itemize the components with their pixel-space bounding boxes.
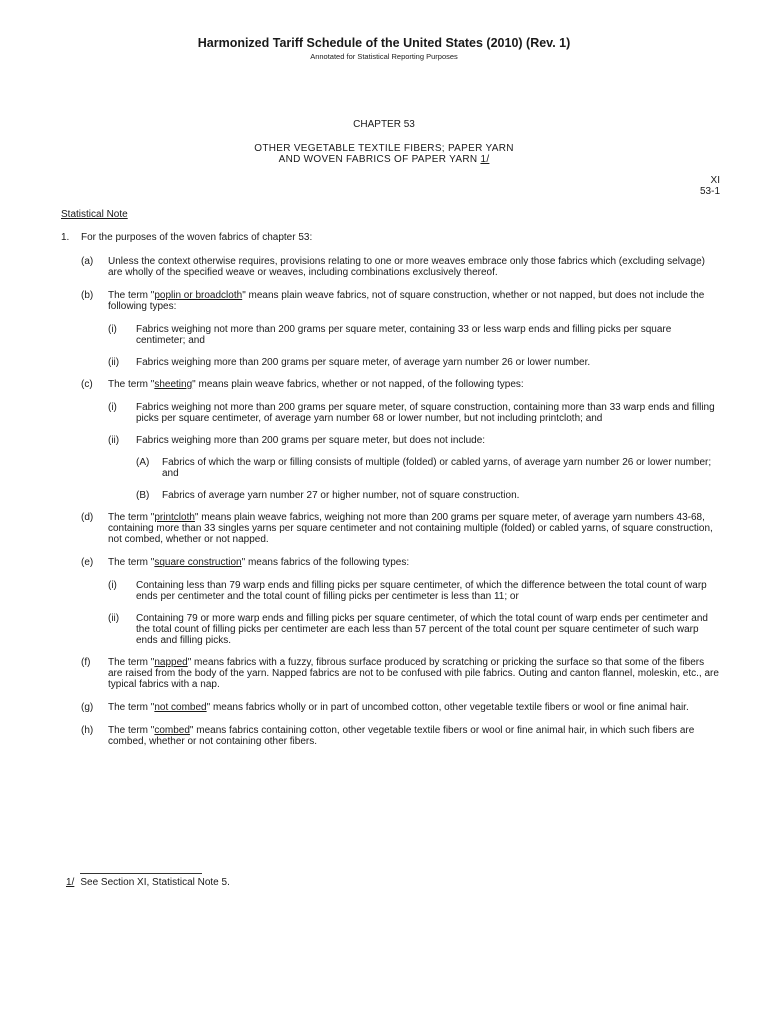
clause-text-post: " means plain weave fabrics, whether or not napped, of the following types: bbox=[192, 379, 524, 390]
clause-text-pre: The term " bbox=[108, 379, 155, 390]
clause-label: (d) bbox=[81, 512, 94, 523]
clause-label: (h) bbox=[81, 725, 94, 736]
footnote-mark: 1/ bbox=[66, 877, 75, 888]
defined-term: not combed bbox=[154, 702, 207, 713]
subclause-label: (ii) bbox=[108, 357, 120, 368]
clause-h bbox=[81, 725, 721, 747]
footnote bbox=[66, 877, 230, 888]
chapter-header bbox=[0, 119, 768, 165]
note-1-text: For the purposes of the woven fabrics of chapter 53: bbox=[81, 232, 313, 243]
subclause-label: (i) bbox=[108, 324, 117, 335]
subclause-label: (ii) bbox=[108, 613, 120, 624]
subclause-label: (A) bbox=[136, 457, 150, 468]
clause-text-pre: The term " bbox=[108, 702, 155, 713]
clause-label: (a) bbox=[81, 256, 94, 267]
subclause-b-ii bbox=[108, 357, 721, 368]
document-title: Harmonized Tariff Schedule of the United States (2010) (Rev. 1) bbox=[197, 36, 571, 50]
subclause-b-i bbox=[108, 324, 721, 346]
clause-text-post: " means fabrics wholly or in part of uncombed cotton, other vegetable textile fibers or wool or fine animal hair. bbox=[206, 702, 689, 713]
clause-text-post: " means plain weave fabrics, weighing not more than 200 grams per square meter, of average yarn numbers 43-68, containing more than 33 singles yarns per square centimeter and not containing multiple (folded) or cabled yarns, of square construction, not combed, whether or not napped. bbox=[108, 512, 713, 545]
subclause-e-ii bbox=[108, 613, 721, 646]
footnote-text: See Section XI, Statistical Note 5. bbox=[80, 877, 230, 888]
clause-text bbox=[108, 557, 721, 568]
clause-text-pre: The term " bbox=[108, 512, 155, 523]
clause-label: (b) bbox=[81, 290, 94, 301]
defined-term: printcloth bbox=[154, 512, 195, 523]
clause-g bbox=[81, 702, 721, 713]
subclause-text: Fabrics weighing more than 200 grams per square meter, of average yarn number 26 or lower number. bbox=[136, 357, 591, 368]
subclause-c-ii bbox=[108, 435, 721, 446]
clause-a bbox=[81, 256, 721, 278]
subclause-c-ii-A bbox=[136, 457, 721, 479]
clause-text-post: " means fabrics of the following types: bbox=[241, 557, 410, 568]
note-1-number: 1. bbox=[61, 232, 70, 243]
clause-text-pre: The term " bbox=[108, 557, 155, 568]
clause-text-pre: The term " bbox=[108, 657, 155, 668]
page-identifier bbox=[700, 175, 720, 197]
chapter-title-line2 bbox=[0, 154, 768, 165]
clause-text-pre: The term " bbox=[108, 725, 155, 736]
subclause-label: (ii) bbox=[108, 435, 120, 446]
clause-text bbox=[108, 379, 721, 390]
clause-b bbox=[81, 290, 721, 312]
chapter-title-line1: OTHER VEGETABLE TEXTILE FIBERS; PAPER YARN bbox=[254, 143, 514, 154]
clause-text bbox=[108, 290, 721, 312]
clause-text-post: " means fabrics containing cotton, other vegetable textile fibers or wool or fine animal hair, in which such fibers are combed, whether or not containing other fibers. bbox=[108, 725, 695, 747]
subclause-text: Fabrics weighing not more than 200 grams per square meter, containing 33 or less warp ends and filling picks per square centimeter; and bbox=[136, 324, 672, 346]
subclause-c-i bbox=[108, 402, 721, 424]
subclause-text: Fabrics of which the warp or filling consists of multiple (folded) or cabled yarns, of average yarn number 26 or lower number; and bbox=[162, 457, 712, 479]
clause-text-pre: The term " bbox=[108, 290, 155, 301]
note-content bbox=[61, 232, 721, 759]
subclause-text: Containing less than 79 warp ends and filling picks per square centimeter, of which the difference between the total count of warp ends per centimeter and the total count of filling picks per centimeter is less than 11; or bbox=[136, 580, 707, 602]
subclause-text: Fabrics weighing more than 200 grams per square meter, but does not include: bbox=[136, 435, 486, 446]
defined-term: napped bbox=[154, 657, 188, 668]
clause-label: (c) bbox=[81, 379, 93, 390]
clause-d bbox=[81, 512, 721, 545]
page-number: 53-1 bbox=[699, 186, 720, 197]
subclause-text: Fabrics of average yarn number 27 or higher number, not of square construction. bbox=[162, 490, 520, 501]
subclause-label: (B) bbox=[136, 490, 150, 501]
defined-term: square construction bbox=[154, 557, 242, 568]
subclause-text: Fabrics weighing not more than 200 grams per square meter, of square construction, containing more than 33 warp ends and filling picks per square centimeter, of average yarn number 68 or lower number, but not including printcloth; and bbox=[136, 402, 715, 424]
clause-c bbox=[81, 379, 721, 390]
clause-text bbox=[108, 512, 721, 545]
clause-text-post: " means fabrics with a fuzzy, fibrous surface produced by scratching or pricking the surface so that some of the fibers are raised from the body of the yarn. Napped fabrics are not to be confused with pile fabrics. Outing and canton flannel, moleskin, etc., are typical fabrics with a nap. bbox=[108, 657, 719, 690]
chapter-title-line2-text: AND WOVEN FABRICS OF PAPER YARN bbox=[278, 154, 481, 165]
defined-term: combed bbox=[154, 725, 190, 736]
subclause-c-ii-B bbox=[136, 490, 721, 501]
clause-label: (e) bbox=[81, 557, 94, 568]
section-number: XI bbox=[710, 175, 720, 186]
clause-label: (f) bbox=[81, 657, 91, 668]
clause-text: Unless the context otherwise requires, provisions relating to one or more weaves embrace only those fabrics which (excluding selvage) are wholly of the specified weave or weaves, including combinations exclusively thereof. bbox=[108, 256, 705, 278]
clause-f bbox=[81, 657, 721, 690]
chapter-heading: CHAPTER 53 bbox=[353, 119, 415, 130]
subclause-e-i bbox=[108, 580, 721, 602]
clause-text bbox=[108, 657, 721, 690]
clause-text-post: " means plain weave fabrics, not of square construction, whether or not napped, but does not include the following types: bbox=[108, 290, 705, 312]
subclause-label: (i) bbox=[108, 580, 117, 591]
defined-term: poplin or broadcloth bbox=[154, 290, 243, 301]
defined-term: sheeting bbox=[154, 379, 193, 390]
clause-text bbox=[108, 702, 721, 713]
clause-text bbox=[108, 725, 721, 747]
footnote-divider bbox=[80, 873, 202, 874]
subclause-label: (i) bbox=[108, 402, 117, 413]
statistical-note-heading: Statistical Note bbox=[61, 209, 128, 220]
clause-e bbox=[81, 557, 721, 568]
chapter-footnote-ref[interactable]: 1/ bbox=[480, 154, 490, 165]
subclause-text: Containing 79 or more warp ends and filling picks per square centimeter, of which the total count of warp ends per centimeter and the total count of filling picks per centimeter are each less than 57 percent of the total count per square centimeter of such warp ends and filling picks. bbox=[136, 613, 708, 646]
clause-label: (g) bbox=[81, 702, 94, 713]
document-subtitle: Annotated for Statistical Reporting Purposes bbox=[310, 52, 458, 61]
note-1 bbox=[61, 232, 721, 243]
